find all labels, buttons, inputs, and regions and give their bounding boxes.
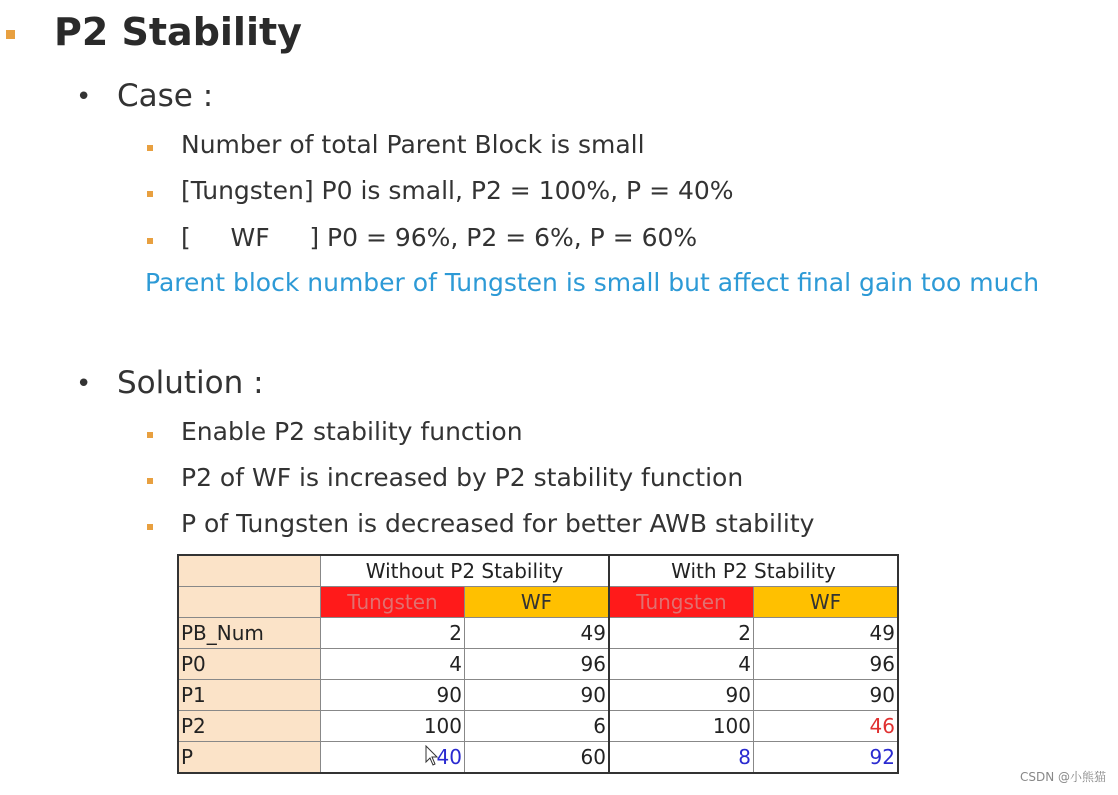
case-item-bullet xyxy=(147,191,153,197)
group-header-with: With P2 Stability xyxy=(609,555,898,587)
table-corner-cell xyxy=(178,555,321,587)
table-cell: 2 xyxy=(321,618,465,649)
group-header-without: Without P2 Stability xyxy=(321,555,610,587)
stability-table xyxy=(177,554,899,774)
case-heading: Case : xyxy=(117,78,214,114)
table-cell-highlight: 40 xyxy=(321,742,465,774)
table-cell-highlight: 92 xyxy=(754,742,899,774)
solution-item: P of Tungsten is decreased for better AWB stability xyxy=(181,509,815,538)
page-title: P2 Stability xyxy=(54,10,302,54)
table-cell: 90 xyxy=(754,680,899,711)
solution-item-bullet xyxy=(147,478,153,484)
case-item: [Tungsten] P0 is small, P2 = 100%, P = 40% xyxy=(181,176,734,205)
title-bullet xyxy=(6,30,15,39)
solution-item-bullet xyxy=(147,524,153,530)
case-item: Number of total Parent Block is small xyxy=(181,130,645,159)
solution-heading: Solution : xyxy=(117,365,264,401)
case-item: [ WF ] P0 = 96%, P2 = 6%, P = 60% xyxy=(181,223,698,252)
case-note: Parent block number of Tungsten is small but affect final gain too much xyxy=(145,268,1040,297)
table-cell: 90 xyxy=(465,680,610,711)
solution-item: P2 of WF is increased by P2 stability function xyxy=(181,463,744,492)
table-cell: 49 xyxy=(754,618,899,649)
table-cell-highlight: 8 xyxy=(609,742,754,774)
row-label: P1 xyxy=(178,680,321,711)
sub-header-wf: WF xyxy=(754,587,899,618)
table-cell: 6 xyxy=(465,711,610,742)
table-cell: 60 xyxy=(465,742,610,774)
case-item-bullet xyxy=(147,145,153,151)
solution-bullet: • xyxy=(76,369,92,399)
sub-header-wf: WF xyxy=(465,587,610,618)
table-cell: 4 xyxy=(609,649,754,680)
case-item-bullet xyxy=(147,238,153,244)
table-cell: 90 xyxy=(321,680,465,711)
row-label: P0 xyxy=(178,649,321,680)
solution-item-bullet xyxy=(147,432,153,438)
table-cell: 100 xyxy=(609,711,754,742)
row-label: P2 xyxy=(178,711,321,742)
case-bullet: • xyxy=(76,82,92,112)
mouse-cursor-icon xyxy=(425,745,439,767)
table-row xyxy=(178,742,898,774)
table-cell: 90 xyxy=(609,680,754,711)
table-row xyxy=(178,618,898,649)
table-cell: 96 xyxy=(754,649,899,680)
sub-header-tungsten: Tungsten xyxy=(609,587,754,618)
table-cell: 49 xyxy=(465,618,610,649)
table-row xyxy=(178,680,898,711)
row-label: PB_Num xyxy=(178,618,321,649)
sub-header-tungsten: Tungsten xyxy=(321,587,465,618)
table-row xyxy=(178,649,898,680)
table-cell-highlight: 46 xyxy=(754,711,899,742)
table-cell: 100 xyxy=(321,711,465,742)
table-cell: 2 xyxy=(609,618,754,649)
table-row xyxy=(178,711,898,742)
solution-item: Enable P2 stability function xyxy=(181,417,523,446)
table-cell: 96 xyxy=(465,649,610,680)
table-corner-cell xyxy=(178,587,321,618)
watermark: CSDN @小熊猫 xyxy=(1019,770,1106,784)
table-cell: 4 xyxy=(321,649,465,680)
row-label: P xyxy=(178,742,321,774)
